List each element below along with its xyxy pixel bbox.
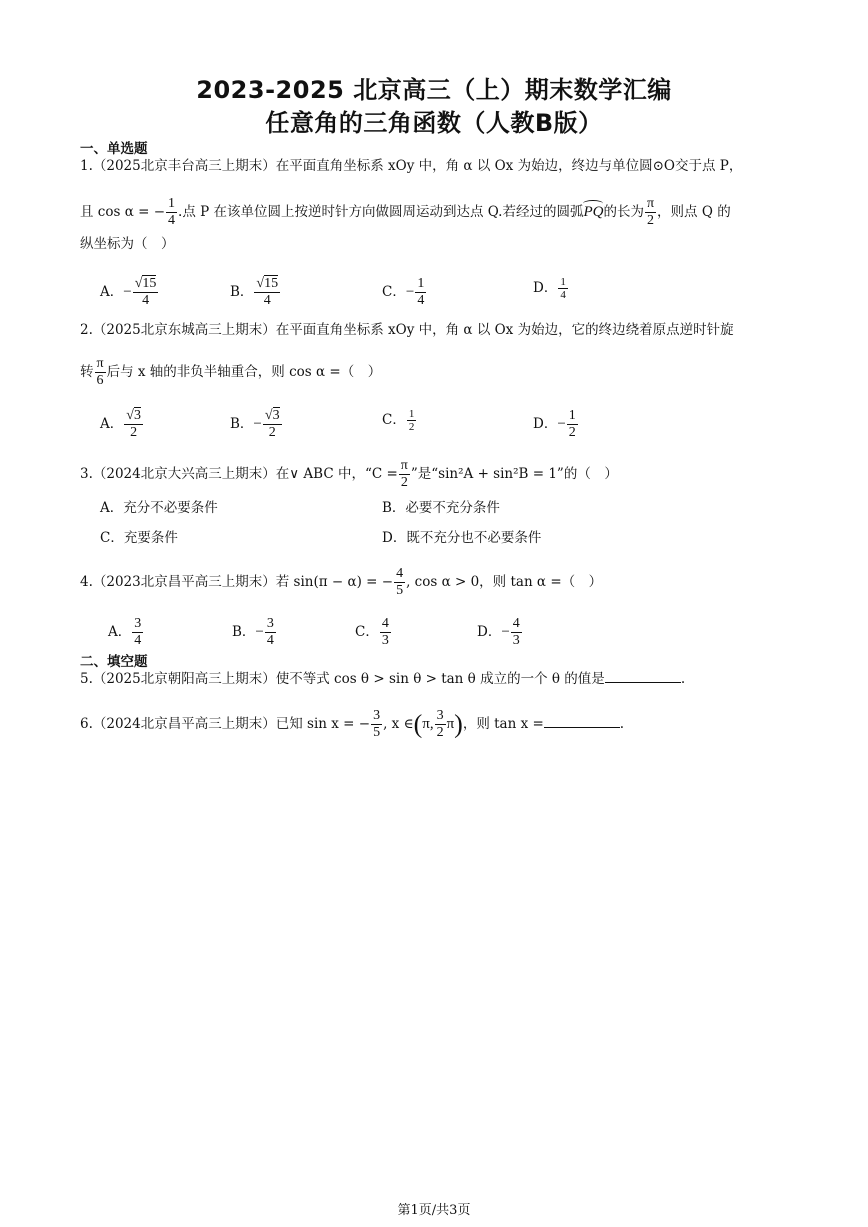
page-number: 第1页/共3页 [397,1203,471,1218]
q4-option-d: D．− $\frac{4}{3}$ [477,616,520,648]
q2-option-b: B．− $\frac{√3}{2}$ [230,408,280,440]
section-fill-in: 二、填空题 [80,654,148,670]
q1-option-b: B． $\frac{√15}{4}$ [230,276,279,308]
q2-option-c: C． $\frac{1}{2}$ [382,408,415,433]
question-4-line-1: 4.（2023北京昌平高三上期末）若 sin(π − α) = − $\frac{4}{5}$ , cos α > 0，则 tan α =（ ） [80,566,603,598]
question-1-line-1: 1.（2025北京丰台高三上期末）在平面直角坐标系 xOy 中，角 α 以 Ox 为始边，终边与单位圆⊙O交于点 P， [80,158,743,174]
arc-label: PQ [583,204,604,220]
fraction: $\frac{1}{4}$ [168,196,176,228]
q3-option-b: B．必要不充分条件 [382,500,500,516]
question-3-line-1: 3.（2024北京大兴高三上期末）在∨ ABC 中，“C = $\frac{\pi}{2}$ ”是“sin²A + sin²B = 1”的（ ） [80,458,618,490]
q2-option-a: A． $\frac{√3}{2}$ [100,408,141,440]
question-2-line-1: 2.（2025北京东城高三上期末）在平面直角坐标系 xOy 中，角 α 以 Ox 为始边，它的终边绕着原点逆时针旋 [80,322,734,338]
page-title: 2023-2025 北京高三（上）期末数学汇编 [196,76,672,104]
q4-option-b: B．− $\frac{3}{4}$ [232,616,274,648]
q2-option-d: D．− $\frac{1}{2}$ [533,408,576,440]
q3-option-a: A．充分不必要条件 [100,500,218,516]
answer-blank[interactable] [544,713,620,728]
question-1-line-3: 纵坐标为（ ） [80,236,175,252]
page-subtitle: 任意角的三角函数（人教B版） [265,109,603,137]
fraction: $\frac{\pi}{2}$ [646,196,655,228]
q1-option-d: D． $\frac{1}{4}$ [533,276,566,301]
answer-blank[interactable] [605,668,681,683]
q3-option-c: C．充要条件 [100,530,178,546]
q4-option-a: A． $\frac{3}{4}$ [108,616,142,648]
question-6-line: 6.（2024北京昌平高三上期末）已知 sin x = − $\frac{3}{5}$ , x ∈(π, $\frac{3}{2}$ π)，则 tan x = . [80,708,625,740]
q1-option-a: A．− $\frac{√15}{4}$ [100,276,157,308]
q3-option-d: D．既不充分也不必要条件 [382,530,542,546]
section-single-choice: 一、单选题 [80,141,148,157]
q4-option-c: C． $\frac{4}{3}$ [355,616,389,648]
q1-option-c: C．− $\frac{1}{4}$ [382,276,425,308]
question-5-line: 5.（2025北京朝阳高三上期末）使不等式 cos θ > sin θ > tan θ 成立的一个 θ 的值是 . [80,668,685,689]
question-2-line-2: 转 $\frac{\pi}{6}$ 后与 x 轴的非负半轴重合，则 cos α =（ ） [80,356,382,388]
question-1-line-2: 且 cos α = − $\frac{1}{4}$ .点 P 在该单位圆上按逆时针方向做圆周运动到达点 Q.若经过的圆弧PQ的长为 $\frac{\pi}{2}$ ，则点 Q 的 [80,196,731,228]
